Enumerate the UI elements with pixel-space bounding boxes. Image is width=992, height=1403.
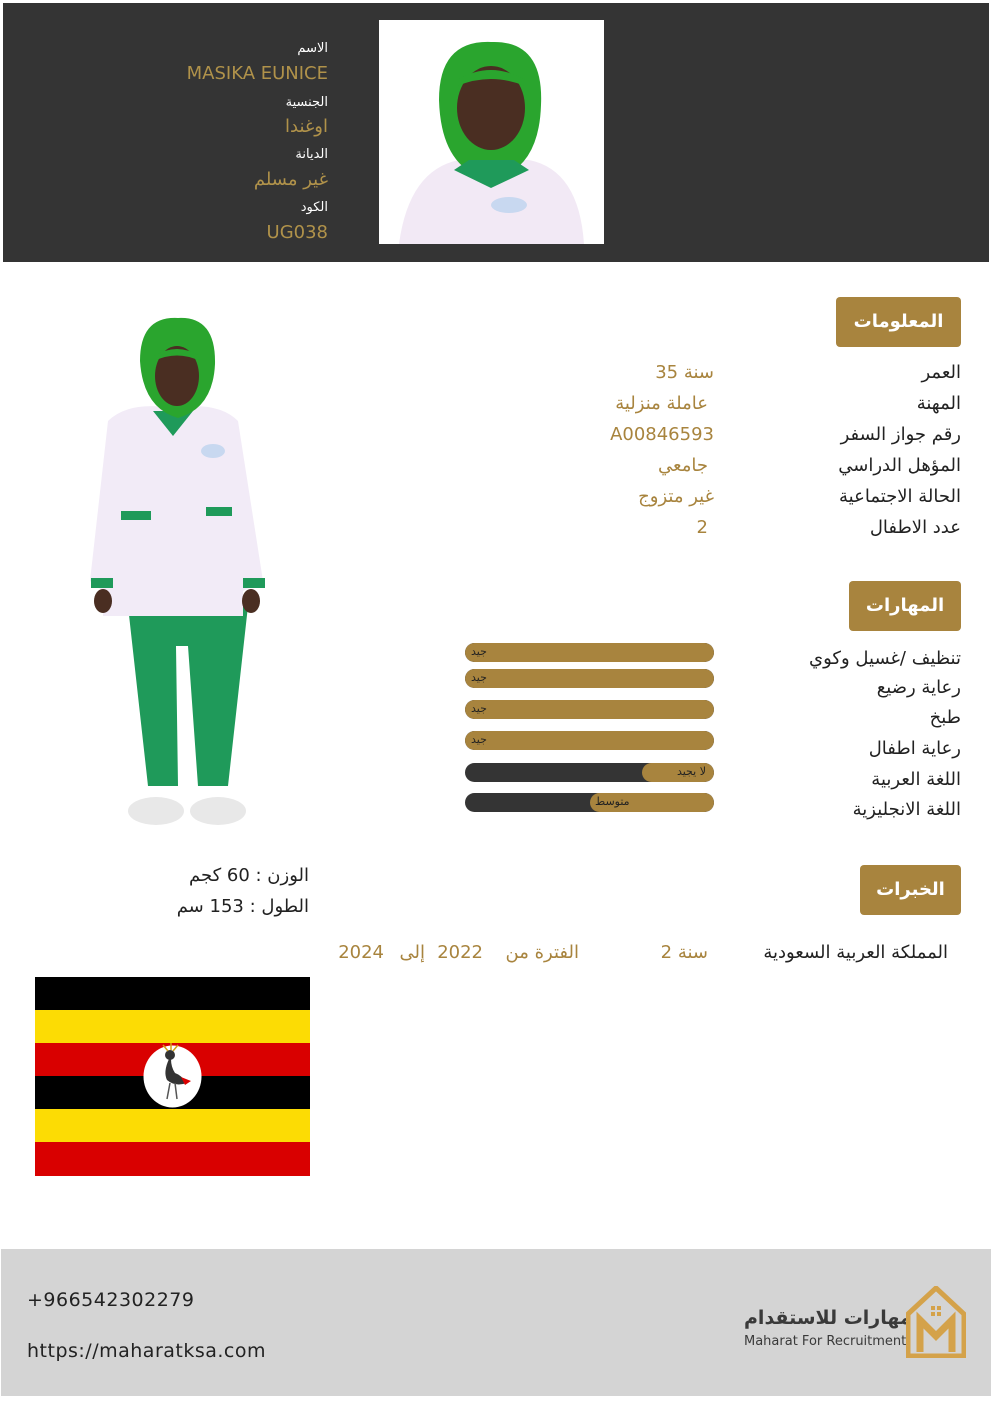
skill-level-text: جيد bbox=[471, 702, 487, 715]
marital-value: غير متزوج bbox=[638, 486, 714, 507]
skill-bar-fill bbox=[465, 669, 714, 688]
profession-label: المهنة bbox=[916, 393, 961, 414]
children-label: عدد الاطفال bbox=[869, 517, 961, 538]
skill-bar-cooking bbox=[465, 700, 714, 719]
religion-label: الديانة bbox=[295, 147, 328, 162]
skill-level-text: جيد bbox=[471, 733, 487, 746]
code-label: الكود bbox=[300, 200, 328, 215]
skill-label-cooking: طبخ bbox=[929, 707, 961, 728]
logo-text-arabic: مهارات للاستقدام bbox=[744, 1307, 912, 1329]
experience-to-label: إلى bbox=[399, 942, 425, 963]
experience-period-label: الفترة من bbox=[505, 942, 579, 963]
skill-level-text: لا يجيد bbox=[676, 765, 706, 778]
profession-value: عاملة منزلية bbox=[615, 393, 708, 414]
experience-to-year: 2024 bbox=[338, 942, 384, 963]
skill-bar-arabic bbox=[465, 763, 714, 782]
name-label: الاسم bbox=[297, 41, 328, 56]
skill-level-text: جيد bbox=[471, 645, 487, 658]
section-info-title: المعلومات bbox=[836, 297, 961, 347]
nationality-value: اوغندا bbox=[285, 116, 328, 137]
skill-label-cleaning: تنظيف /غسيل وكوي bbox=[809, 648, 961, 669]
uganda-flag bbox=[35, 977, 310, 1176]
passport-label: رقم جواز السفر bbox=[840, 424, 961, 445]
age-value: 35 سنة bbox=[655, 362, 714, 383]
footer-phone[interactable]: +966542302279 bbox=[27, 1289, 195, 1311]
footer-website-link[interactable]: https://maharatksa.com bbox=[27, 1340, 267, 1362]
section-skills-title: المهارات bbox=[849, 581, 961, 631]
experience-from-year: 2022 bbox=[437, 942, 483, 963]
marital-label: الحالة الاجتماعية bbox=[839, 486, 961, 507]
religion-value: غير مسلم bbox=[253, 169, 328, 190]
weight-text: الوزن : 60 كجم bbox=[189, 865, 309, 886]
skill-level-text: جيد bbox=[471, 671, 487, 684]
skill-label-infant-care: رعاية رضيع bbox=[876, 677, 961, 698]
code-value: UG038 bbox=[266, 222, 328, 243]
section-experience-title: الخبرات bbox=[860, 865, 961, 915]
skill-label-english: اللغة الانجليزية bbox=[852, 799, 961, 820]
children-value: 2 bbox=[696, 517, 708, 538]
education-value: جامعي bbox=[658, 455, 708, 476]
skill-bar-fill bbox=[465, 643, 714, 662]
company-logo-icon bbox=[906, 1286, 966, 1358]
logo-text-english: Maharat For Recruitment bbox=[744, 1334, 907, 1349]
passport-value: A00846593 bbox=[610, 424, 714, 445]
portrait-photo bbox=[379, 20, 604, 244]
worker-name: MASIKA EUNICE bbox=[186, 63, 328, 84]
experience-duration: 2 سنة bbox=[660, 942, 708, 963]
skill-bar-english bbox=[465, 793, 714, 812]
height-text: الطول : 153 سم bbox=[176, 896, 309, 917]
skill-bar-cleaning bbox=[465, 643, 714, 662]
skill-bar-infant-care bbox=[465, 669, 714, 688]
age-label: العمر bbox=[921, 362, 961, 383]
skill-level-text: متوسط bbox=[595, 795, 630, 808]
skill-bar-fill bbox=[465, 700, 714, 719]
experience-country: المملكة العربية السعودية bbox=[763, 942, 948, 963]
nationality-label: الجنسية bbox=[285, 95, 328, 110]
skill-bar-childcare bbox=[465, 731, 714, 750]
education-label: المؤهل الدراسي bbox=[838, 455, 961, 476]
full-body-photo bbox=[48, 316, 296, 838]
skill-bar-fill bbox=[465, 731, 714, 750]
skill-label-childcare: رعاية اطفال bbox=[868, 738, 961, 759]
skill-label-arabic: اللغة العربية bbox=[871, 769, 961, 790]
